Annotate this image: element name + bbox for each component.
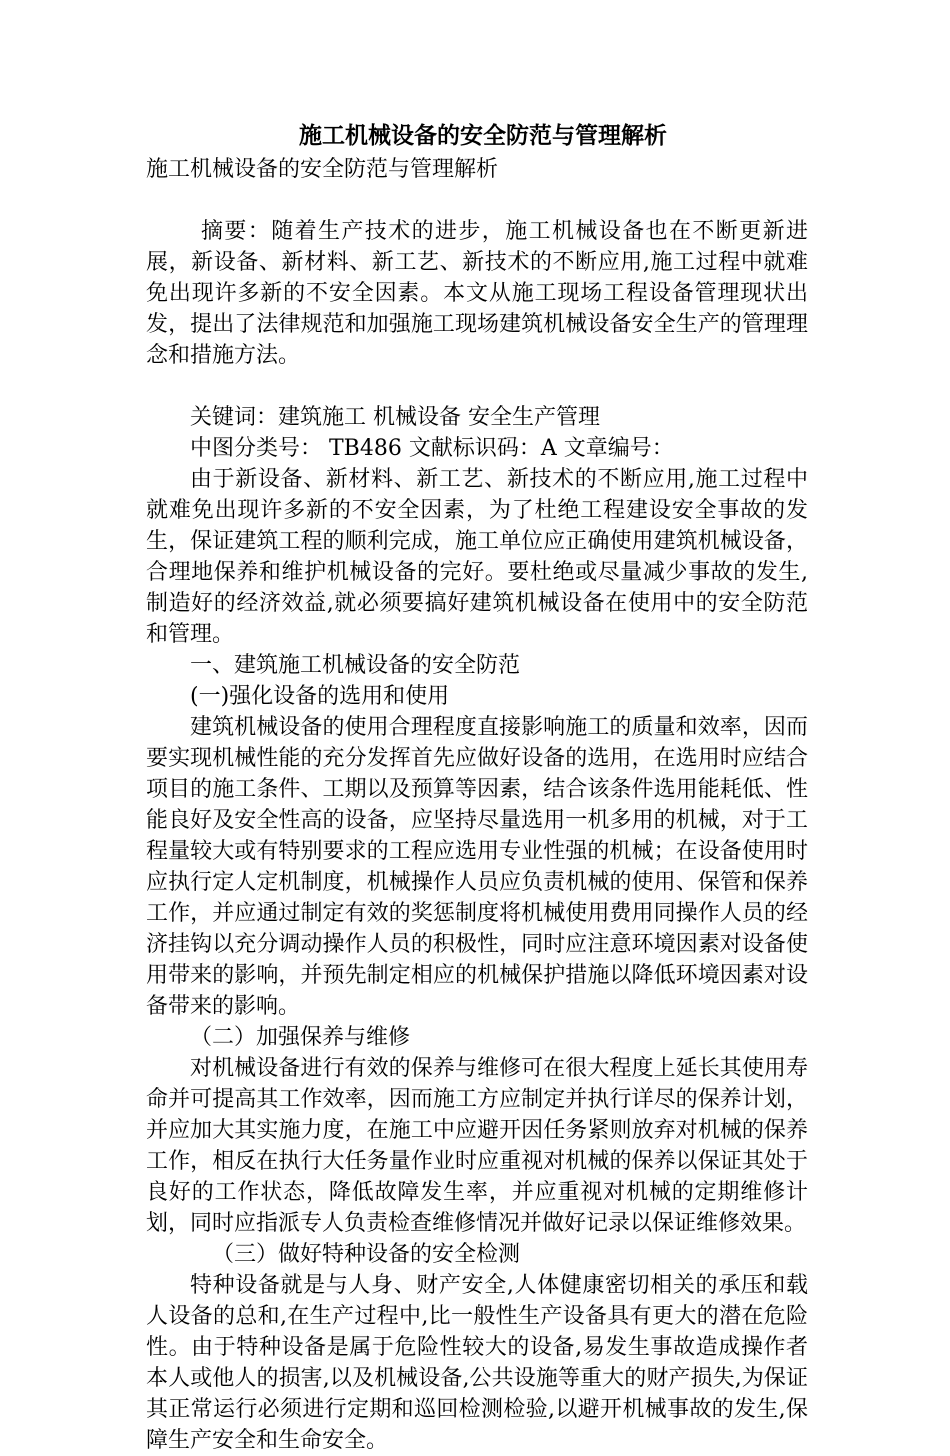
subsection-heading-3: （三）做好特种设备的安全检测 [212, 1242, 521, 1267]
document-title: 施工机械设备的安全防范与管理解析 [299, 122, 667, 149]
document-page [146, 118, 808, 1456]
subsection-body-1: 建筑机械设备的使用合理程度直接影响施工的质量和效率，因而要实现机械性能的充分发挥首先应做好设备的选用，在选用时应结合项目的施工条件、工期以及预算等因素，结合该条件选用能耗低、性能良好及安全性高的设备，应坚持尽量选用一机多用的机械，对于工程量较大或有特别要求的工程应选用专业性强的机械；在设备使用时应执行定人定机制度，机械操作人员应负责机械的使用、保管和保养工作，并应通过制定有效的奖惩制度将机械使用费用同操作人员的经济挂钩以充分调动操作人员的积极性，同时应注意环境因素对设备使用带来的影响，并预先制定相应的机械保护措施以降低环境因素对设备带来的影响。 [146, 715, 808, 1019]
document-subtitle: 施工机械设备的安全防范与管理解析 [146, 157, 499, 182]
section-heading-1: 一、建筑施工机械设备的安全防范 [190, 653, 521, 678]
abstract-paragraph: 摘要：随着生产技术的进步，施工机械设备也在不断更新进展，新设备、新材料、新工艺、新技术的不断应用,施工过程中就难免出现许多新的不安全因素。本文从施工现场工程设备管理现状出发，提出了法律规范和加强施工现场建筑机械设备安全生产的管理理念和措施方法。 [146, 219, 808, 368]
classification-line: 中图分类号： TB486 文献标识码：A 文章编号： [190, 436, 674, 461]
subsection-body-2: 对机械设备进行有效的保养与维修可在很大程度上延长其使用寿命并可提高其工作效率，因而施工方应制定并执行详尽的保养计划，并应加大其实施力度，在施工中应避开因任务紧则放弃对机械的保养工作，相反在执行大任务量作业时应重视对机械的保养以保证其处于良好的工作状态，降低故障发生率，并应重视对机械的定期维修计划，同时应指派专人负责检查维修情况并做好记录以保证维修效果。 [146, 1056, 808, 1236]
intro-paragraph: 由于新设备、新材料、新工艺、新技术的不断应用,施工过程中就难免出现许多新的不安全因素，为了杜绝工程建设安全事故的发生，保证建筑工程的顺利完成，施工单位应正确使用建筑机械设备，合理地保养和维护机械设备的完好。要杜绝或尽量减少事故的发生,制造好的经济效益,就必须要搞好建筑机械设备在使用中的安全防范和管理。 [146, 467, 808, 647]
keywords-line: 关键词：建筑施工 机械设备 安全生产管理 [190, 405, 600, 430]
subsection-heading-1: (一)强化设备的选用和使用 [190, 684, 450, 709]
blank-line [146, 185, 808, 216]
subsection-body-3: 特种设备就是与人身、财产安全,人体健康密切相关的承压和载人设备的总和,在生产过程中,比一般性生产设备具有更大的潜在危险性。由于特种设备是属于危险性较大的设备,易发生事故造成操作者本人或他人的损害,以及机械设备,公共设施等重大的财产损失,为保证其正常运行必须进行定期和巡回检测检验,以避开机械事故的发生,保障生产安全和生命安全。 [146, 1273, 808, 1453]
subsection-heading-2: （二）加强保养与维修 [190, 1025, 411, 1050]
blank-line [146, 371, 808, 402]
